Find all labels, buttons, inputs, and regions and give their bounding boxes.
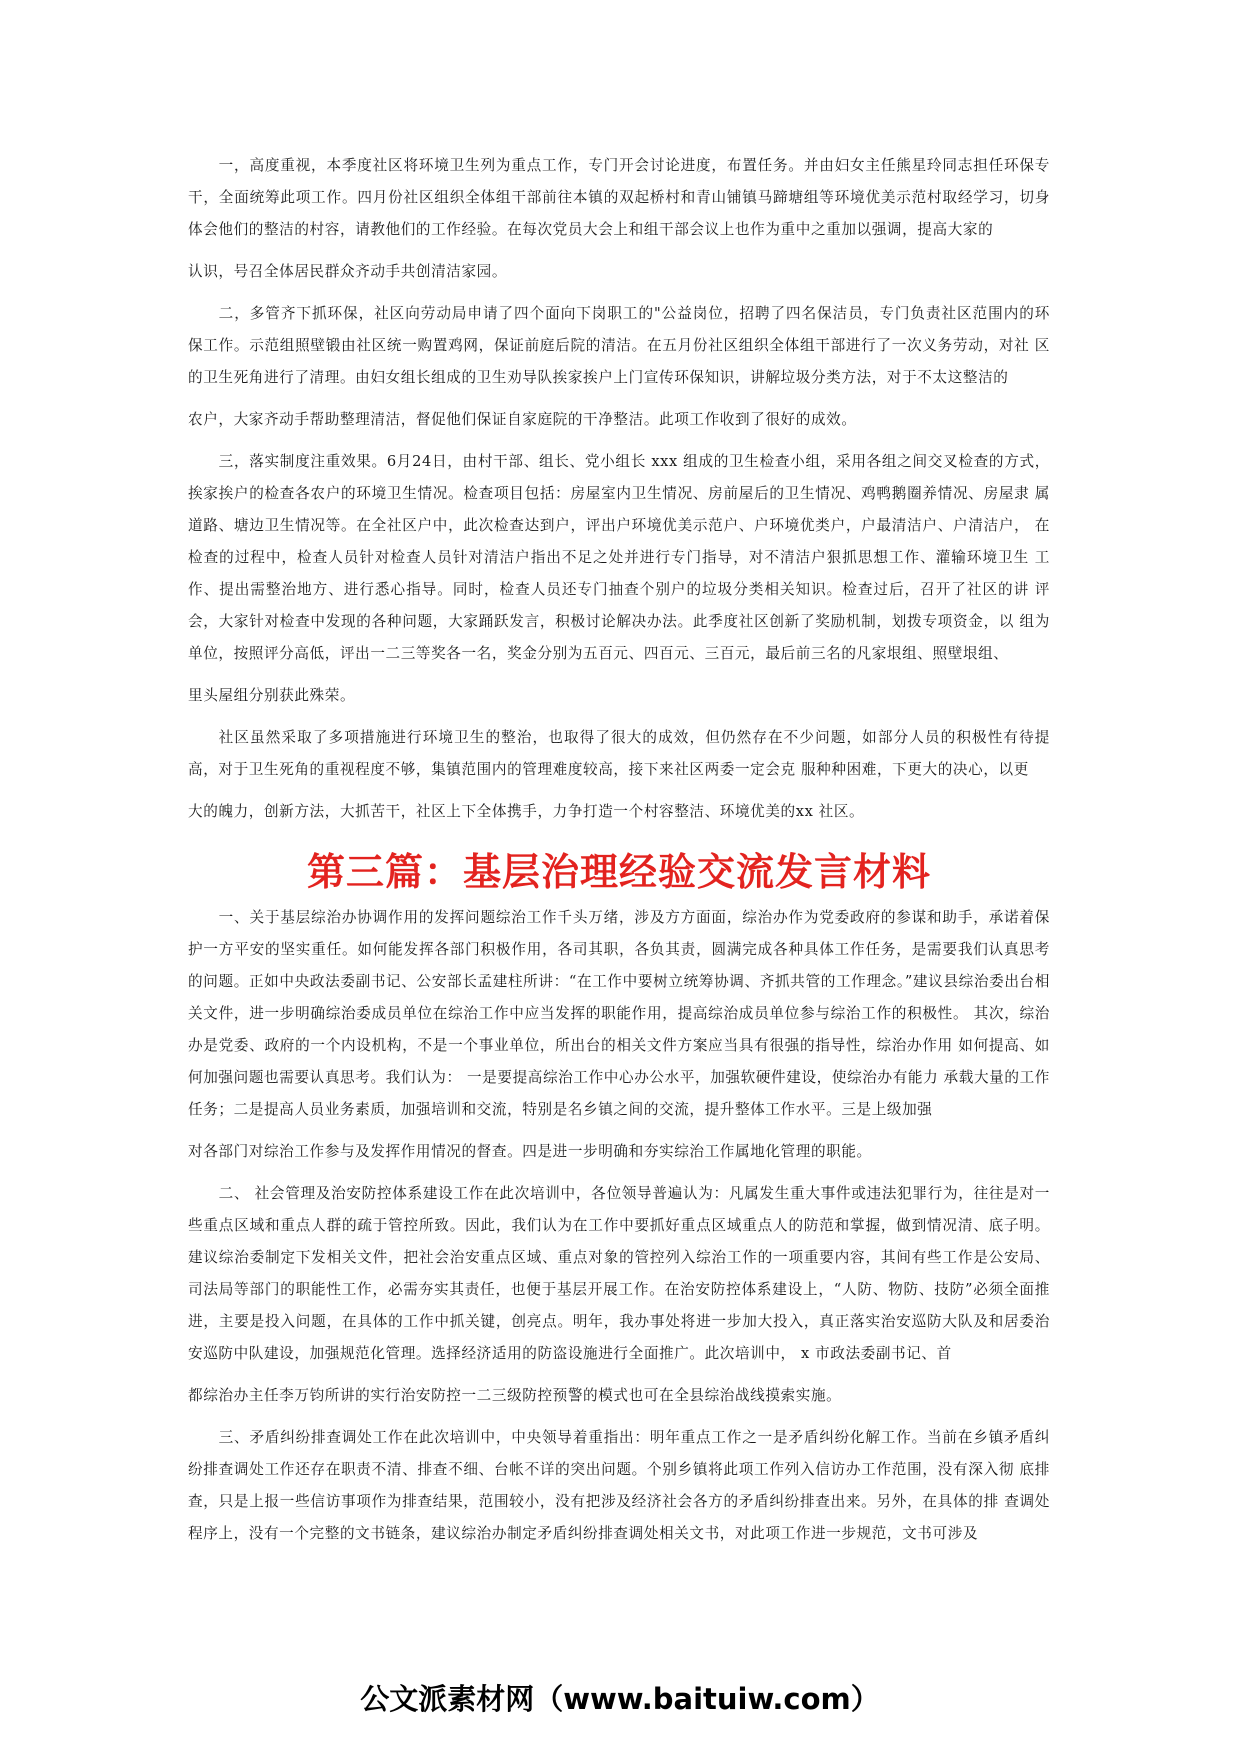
s2-paragraph-1-continued: 对各部门对综治工作参与及发挥作用情况的督查。四是进一步明确和夯实综治工作属地化管理的职能。 [188,1143,872,1160]
s1-paragraph-1: 一，高度重视，本季度社区将环境卫生列为重点工作，专门开会讨论进度，布置任务。并由妇女主任熊星玲同志担任环保专干，全面统筹此项工作。四月份社区组织全体组干部前往本镇的双起桥村和青山铺镇马蹄塘组等环境优美示范村取经学习，切身体会他们的整洁的村容，请教他们的工作经验。在每次党员大会上和组干部会议上也作为重中之重加以强调，提高大家的 [188,157,1050,238]
s1-paragraph-2-continued: 农户，大家齐动手帮助整理清洁，督促他们保证自家庭院的干净整洁。此项工作收到了很好的成效。 [188,411,857,428]
s1-paragraph-4: 社区虽然采取了多项措施进行环境卫生的整治，也取得了很大的成效，但仍然存在不少问题，如部分人员的积极性有待提高，对于卫生死角的重视程度不够，集镇范围内的管理难度较高，接下来社区两委一定会克 服种种困难，下更大的决心，以更 [188,729,1050,778]
s2-paragraph-1: 一、关于基层综治办协调作用的发挥问题综治工作千头万绪，涉及方方面面，综治办作为党委政府的参谋和助手，承诺着保护一方平安的坚实重任。如何能发挥各部门积极作用，各司其职，各负其责，圆满完成各种具体工作任务，是需要我们认真思考的问题。正如中央政法委副书记、公安部长孟建柱所讲：“在工作中要树立统筹协调、齐抓共管的工作理念。”建议县综治委出台相关文件，进一步明确综治委成员单位在综治工作中应当发挥的职能作用，提高综治成员单位参与综治工作的积极性。 其次，综治办是党委、政府的一个内设机构，不是一个事业单位，所出台的相关文件方案应当具有很强的指导性，综治办作用 如何提高、如何加强问题也需要认真思考。我们认为： 一是要提高综治工作中心办公水平，加强软硬件建设，使综治办有能力 承载大量的工作任务；二是提高人员业务素质，加强培训和交流，特别是名乡镇之间的交流，提升整体工作水平。三是上级加强 [188,909,1050,1118]
s1-paragraph-2: 二，多管齐下抓环保，社区向劳动局申请了四个面向下岗职工的"公益岗位，招聘了四名保洁员，专门负责社区范围内的环 保工作。示范组照壁锻由社区统一购置鸡网，保证前庭后院的清洁。在五月份社区组织全体组干部进行了一次义务劳动，对社 区的卫生死角进行了清理。由妇女组长组成的卫生劝导队挨家挨户上门宣传环保知识，讲解垃圾分类方法，对于不太这整洁的 [188,305,1050,386]
s1-paragraph-1-continued: 认识，号召全体居民群众齐动手共创清洁家园。 [188,263,508,280]
s2-paragraph-3: 三、矛盾纠纷排查调处工作在此次培训中，中央领导着重指出：明年重点工作之一是矛盾纠纷化解工作。当前在乡镇矛盾纠纷排查调处工作还存在职责不清、排查不细、台帐不详的突出问题。个别乡镇将此项工作列入信访办工作范围，没有深入彻 底排查，只是上报一些信访事项作为排查结果，范围较小，没有把涉及经济社会各方的矛盾纠纷排查出来。另外，在具体的排 查调处程序上，没有一个完整的文书链条，建议综治办制定矛盾纠纷排查调处相关文书，对此项工作进一步规范，文书可涉及 [188,1429,1050,1542]
s1-paragraph-4-continued: 大的魄力，创新方法，大抓苦干，社区上下全体携手，力争打造一个村容整洁、环境优美的xx 社区。 [188,803,865,820]
s1-paragraph-3: 三，落实制度注重效果。6月24日，由村干部、组长、党小组长 xxx 组成的卫生检查小组，采用各组之间交叉检查的方式， 挨家挨户的检查各农户的环境卫生情况。检查项目包括：房屋室内卫生情况、房前屋后的卫生情况、鸡鸭鹅圈养情况、房屋隶 属道路、塘边卫生情况等。在全社区户中，此次检查达到户，评出户环境优美示范户、户环境优类户，户最清洁户、户清洁户， 在检查的过程中，检查人员针对检查人员针对清洁户指出不足之处并进行专门指导，对不清洁户狠抓思想工作、灌输环境卫生 工作、提出需整治地方、进行悉心指导。同时，检查人员还专门抽查个别户的垃圾分类相关知识。检查过后，召开了社区的讲 评会，大家针对检查中发现的各种问题，大家踊跃发言，积极讨论解决办法。此季度社区创新了奖励机制，划拨专项资金，以 组为单位，按照评分高低，评出一二三等奖各一名，奖金分别为五百元、四百元、三百元，最后前三名的凡家垠组、照壁垠组、 [188,453,1050,662]
s2-paragraph-2: 二、 社会管理及治安防控体系建设工作在此次培训中，各位领导普遍认为：凡属发生重大事件或违法犯罪行为，往往是对一些重点区域和重点人群的疏于管控所致。因此，我们认为在工作中要抓好重点区域重点人的防范和掌握，做到情况清、底子明。建议综治委制定下发相关文件，把社会治安重点区域、重点对象的管控列入综治工作的一项重要内容，其间有些工作是公安局、司法局等部门的职能性工作，必需夯实其责任，也便于基层开展工作。在治安防控体系建设上，“人防、物防、技防”必须全面推进，主要是投入问题，在具体的工作中抓关键，创亮点。明年，我办事处将进一步加大投入，真正落实治安巡防大队及和居委治安巡防中队建设，加强规范化管理。选择经济适用的防盗设施进行全面推广。此次培训中， x 市政法委副书记、首 [188,1185,1050,1362]
document-body [188,150,1050,1550]
section-heading: 第三篇：基层治理经验交流发言材料 [306,850,931,894]
footer-watermark: 公文派素材网（www.baituiw.com） [360,1682,880,1716]
s1-paragraph-3-continued: 里头屋组分别获此殊荣。 [188,687,356,704]
s2-paragraph-2-continued: 都综治办主任李万钧所讲的实行治安防控一二三级防控预警的模式也可在全县综治战线摸索实施。 [188,1387,842,1404]
